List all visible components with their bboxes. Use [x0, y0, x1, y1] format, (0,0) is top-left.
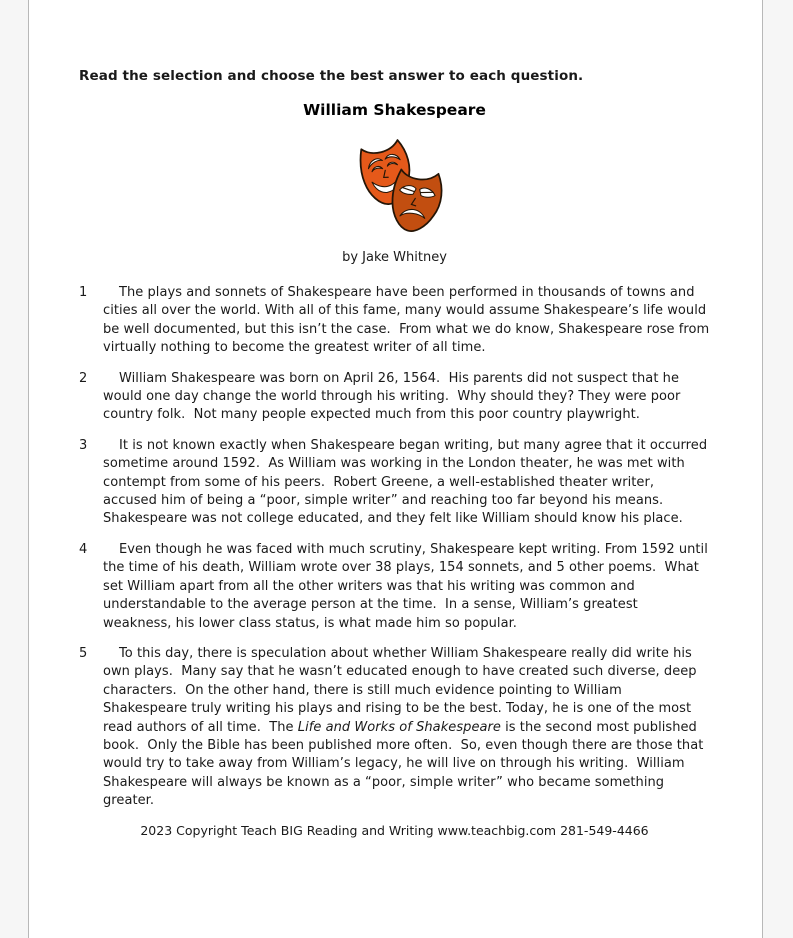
paragraph-4 [79, 541, 713, 633]
text-run: The plays and sonnets of Shakespeare have been performed in thousands of towns and cities all over the world. With all of this fame, many would assume Shakespeare’s life would be well documented, but this isn’t the case. From what we do know, Shakespeare rose from virtually nothing to become the greatest writer of all time. [103, 285, 714, 356]
instructions-text: Read the selection and choose the best answer to each question. [79, 68, 584, 84]
worksheet-page [28, 0, 763, 938]
byline: by Jake Whitney [342, 250, 447, 265]
paragraph-5 [79, 645, 710, 811]
paragraph-3 [79, 437, 710, 529]
passage-title: William Shakespeare [303, 101, 486, 119]
copyright-footer: 2023 Copyright Teach BIG Reading and Writing www.teachbig.com 281-549-4466 [140, 822, 649, 838]
comedy-tragedy-masks-icon [339, 135, 451, 239]
paragraph-text [103, 437, 710, 529]
text-run: To this day, there is speculation about whether William Shakespeare really did write his own plays. Many say that he wasn’t educated enough to have created such diverse, deep characters. On the other hand, there is still much evidence pointing to William Shakespeare truly writing his plays and rising to be the best. Today, he is one of the most read authors of all time. The [103, 645, 701, 735]
text-run: William Shakespeare was born on April 26, 1564. His parents did not suspect that he would one day change the world through his writing. Why should they? They were poor country folk. Not many people expected much from this poor country playwright. [103, 370, 685, 423]
paragraph-text [103, 541, 713, 633]
book-title-text-run: Life and Works of Shakespeare [297, 719, 501, 735]
paragraph-text [103, 645, 710, 811]
paragraph-number: 1 [79, 285, 88, 300]
paragraph-text [103, 370, 710, 425]
text-run: is the second most published book. Only the Bible has been published more often. So, even though there are those that would try to take away from William’s legacy, he will live on through his writing. William Shakespeare will always be known as a “poor, simple writer” who became something greater. [103, 719, 708, 809]
passage-body [79, 284, 714, 811]
paragraph-number: 5 [79, 645, 88, 661]
paragraph-number: 2 [79, 370, 88, 386]
paragraph-1 [79, 284, 714, 358]
paragraph-number: 4 [79, 541, 88, 557]
paragraph-text [103, 284, 714, 358]
paragraph-number: 3 [79, 437, 88, 453]
text-run: Even though he was faced with much scrutiny, Shakespeare kept writing. From 1592 until the time of his death, William wrote over 38 plays, 154 sonnets, and 5 other poems. What set William apart from all the other writers was that his writing was common and understandable to the average person at the time. In a sense, William’s greatest weakness, his lower class status, is what made him so popular. [103, 541, 713, 631]
paragraph-2 [79, 370, 710, 425]
illustration [79, 135, 710, 241]
text-run: It is not known exactly when Shakespeare began writing, but many agree that it occurred sometime around 1592. As William was working in the London theater, he was met with contempt from some of his peers. Robert Greene, a well-established theater writer, accused him of being a “poor, simple writer” and reaching too far beyond his means. Shakespeare was not college educated, and they felt like William should know his place. [103, 437, 712, 527]
